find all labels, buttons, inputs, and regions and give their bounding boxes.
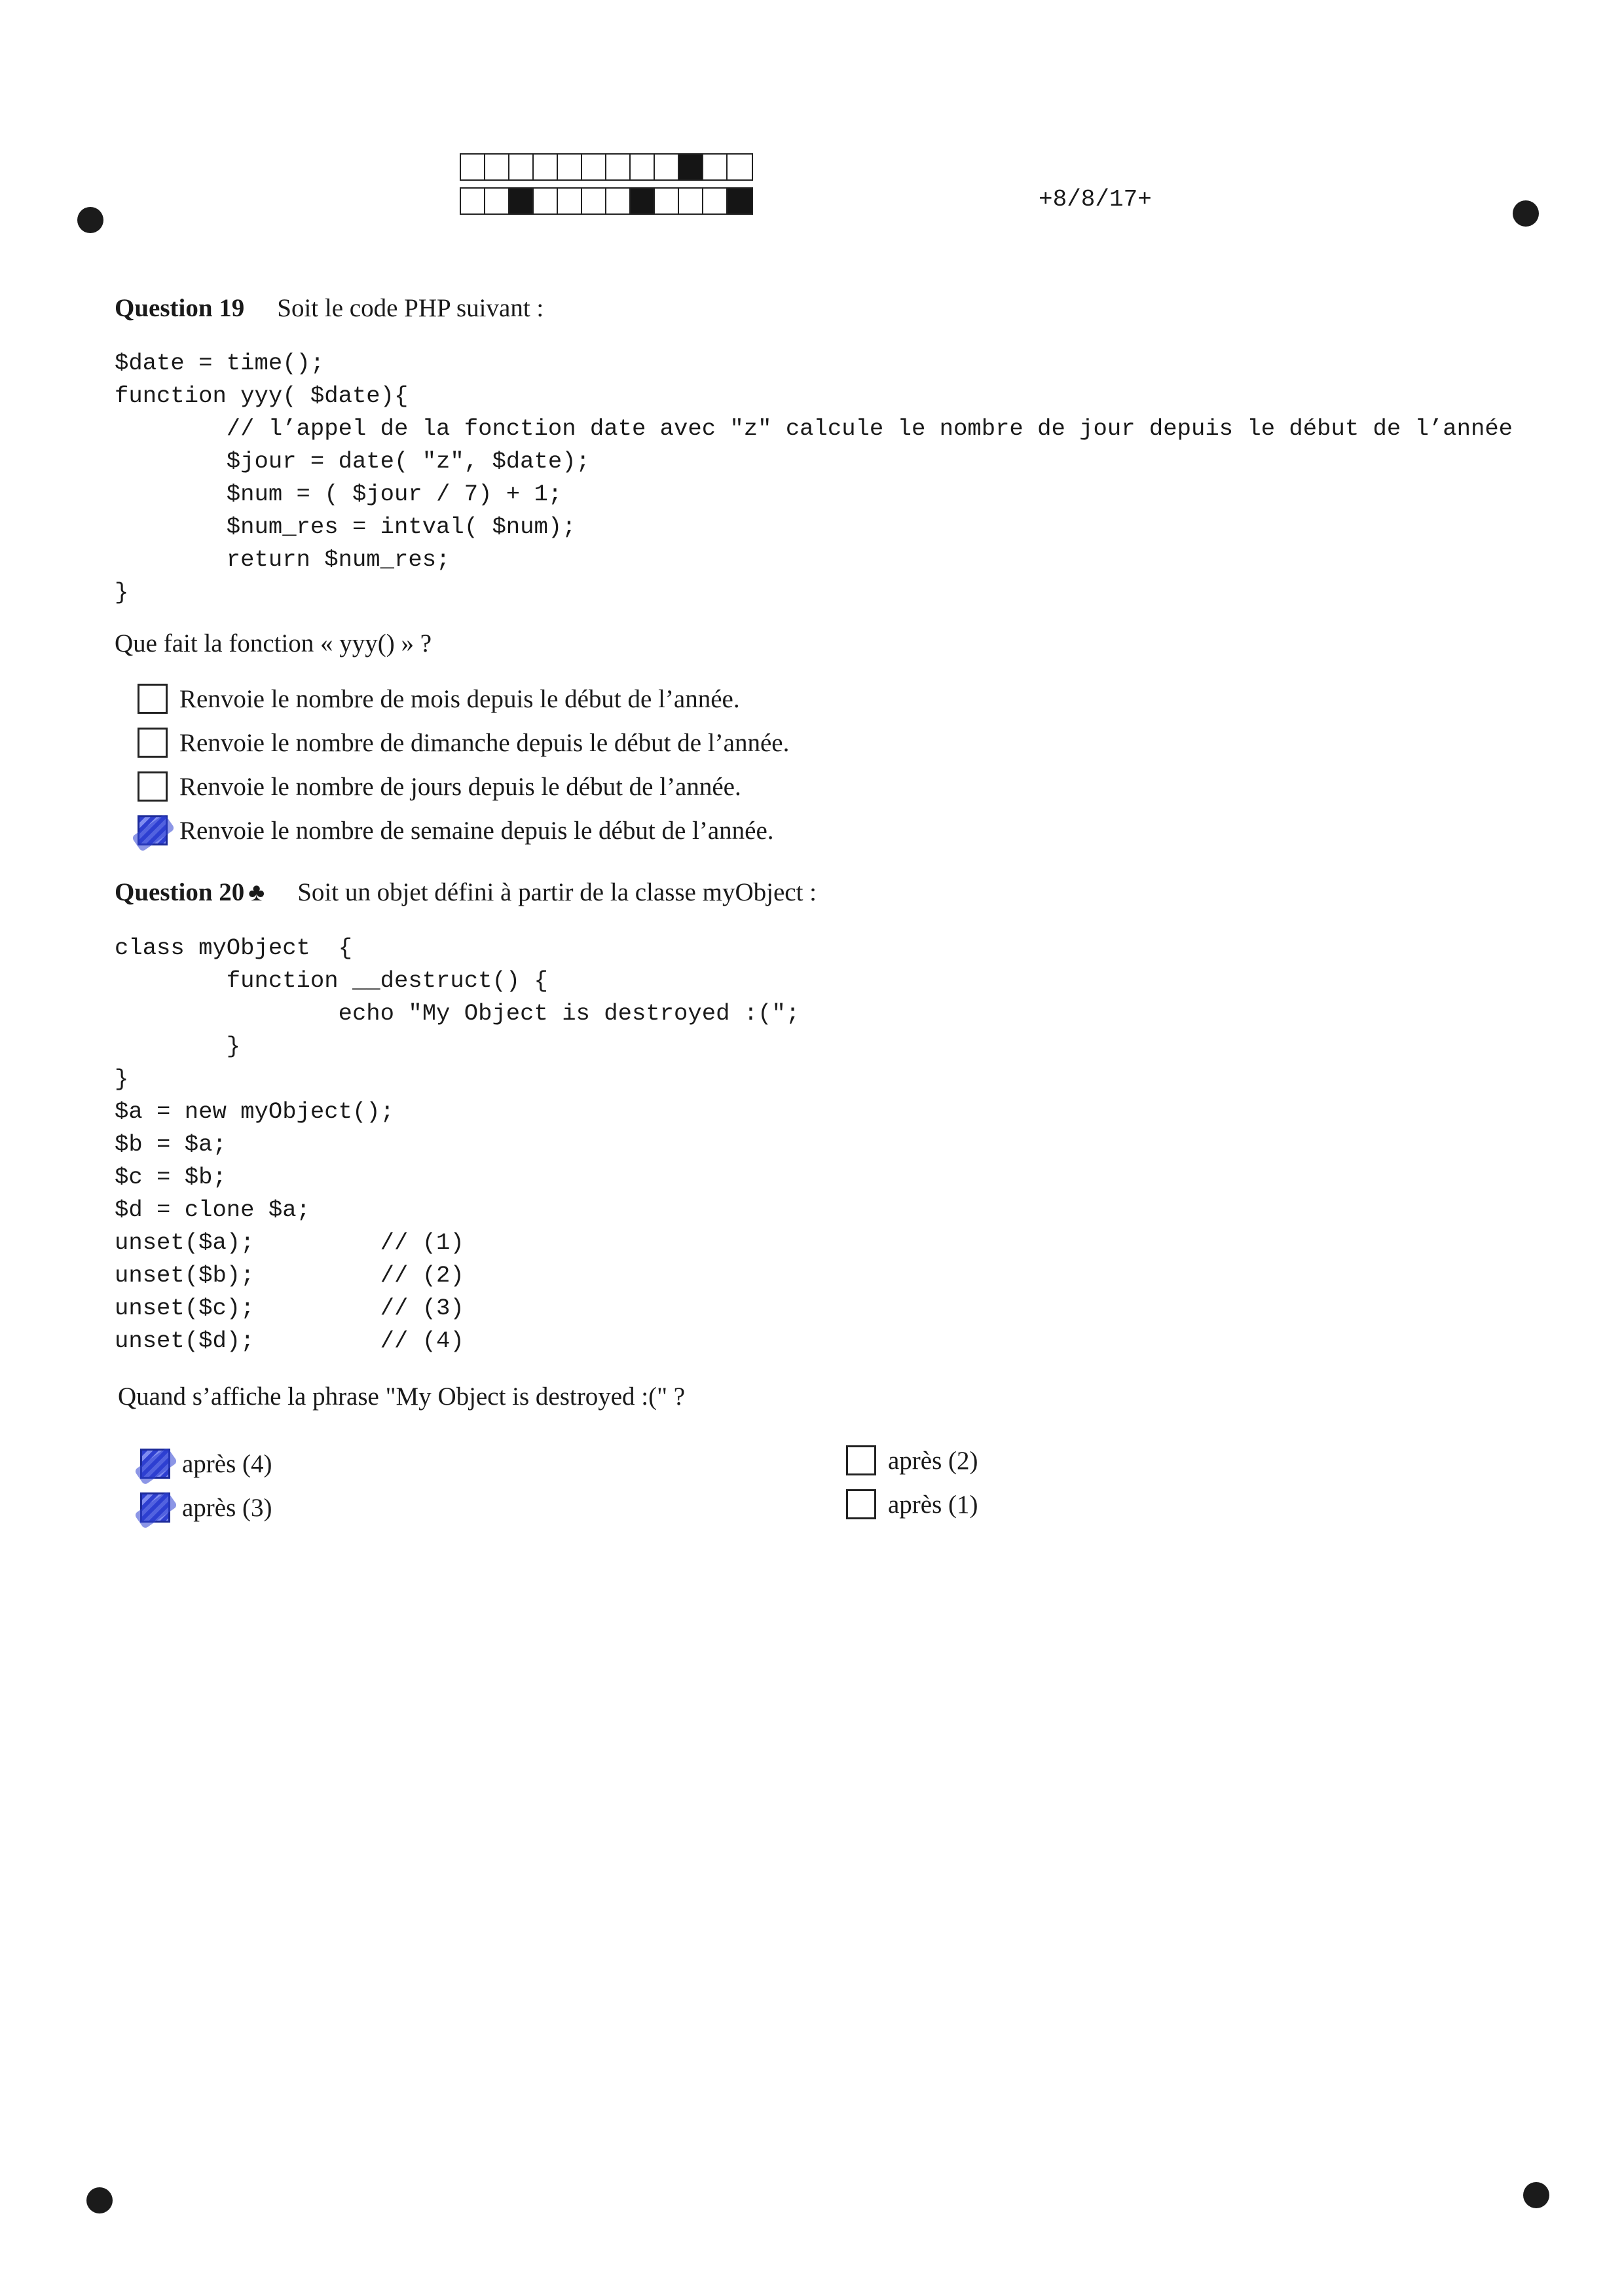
code-line: $date = time();	[115, 350, 325, 377]
question-19-text: Soit le code PHP suivant :	[277, 294, 544, 322]
checkbox[interactable]	[846, 1489, 876, 1519]
page-code: +8/8/17+	[1039, 186, 1152, 213]
q20-option-3[interactable]	[846, 1444, 978, 1477]
checkbox[interactable]	[140, 1449, 170, 1479]
checkbox[interactable]	[140, 1492, 170, 1523]
question-19-label: Question 19	[115, 294, 245, 322]
barcode-cell	[655, 155, 679, 179]
code-line: unset($a); // (1)	[115, 1229, 464, 1256]
code-line: unset($c); // (3)	[115, 1295, 464, 1322]
barcode-cell	[461, 189, 485, 213]
registration-mark-bottom-right	[1523, 2182, 1549, 2208]
code-line: }	[115, 579, 129, 606]
barcode-cell	[558, 189, 582, 213]
code-line: echo "My Object is destroyed :(";	[115, 1000, 800, 1027]
q19-option-4[interactable]	[138, 814, 774, 847]
registration-mark-top-right	[1513, 200, 1539, 227]
option-label: après (1)	[888, 1490, 978, 1519]
question-20-label-text: Question 20	[115, 878, 245, 906]
code-line: unset($d); // (4)	[115, 1327, 464, 1354]
option-label: après (4)	[182, 1449, 272, 1478]
question-19-code	[115, 347, 1513, 609]
barcode-cell	[703, 155, 728, 179]
barcode-row-2	[460, 187, 753, 215]
code-line: $c = $b;	[115, 1164, 227, 1191]
code-line: $num_res = intval( $num);	[115, 513, 576, 540]
barcode-cell	[728, 155, 752, 179]
registration-mark-bottom-left	[86, 2187, 113, 2213]
checkbox[interactable]	[138, 815, 168, 845]
barcode-cell	[606, 155, 631, 179]
barcode-cell	[606, 189, 631, 213]
barcode-cell	[582, 155, 606, 179]
barcode-cell	[509, 189, 534, 213]
code-line: $jour = date( "z", $date);	[115, 448, 590, 475]
barcode-cell	[679, 155, 703, 179]
barcode-cell	[631, 189, 655, 213]
option-label: Renvoie le nombre de mois depuis le début de l’année.	[179, 684, 740, 713]
code-line: }	[115, 1065, 129, 1092]
option-label: après (3)	[182, 1493, 272, 1522]
checkbox[interactable]	[138, 684, 168, 714]
barcode-cell	[582, 189, 606, 213]
code-line: class myObject {	[115, 935, 352, 961]
option-label: Renvoie le nombre de jours depuis le début de l’année.	[179, 772, 741, 801]
barcode-cell	[485, 189, 509, 213]
option-label: après (2)	[888, 1446, 978, 1475]
barcode-cell	[703, 189, 728, 213]
barcode-cell	[534, 189, 558, 213]
q19-option-2[interactable]	[138, 726, 789, 759]
code-line: function yyy( $date){	[115, 382, 409, 409]
barcode-cell	[679, 189, 703, 213]
question-20-title	[115, 878, 817, 907]
barcode-cell	[485, 155, 509, 179]
code-line: }	[115, 1033, 241, 1060]
question-20-label	[115, 878, 271, 906]
question-20-prompt: Quand s’affiche la phrase "My Object is destroyed :(" ?	[118, 1382, 686, 1411]
q19-option-1[interactable]	[138, 682, 740, 715]
barcode-cell	[534, 155, 558, 179]
barcode-cell	[461, 155, 485, 179]
option-label: Renvoie le nombre de dimanche depuis le début de l’année.	[179, 728, 790, 757]
checkbox[interactable]	[138, 771, 168, 802]
code-line: $num = ( $jour / 7) + 1;	[115, 481, 563, 508]
q19-option-3[interactable]	[138, 770, 741, 803]
code-line: unset($b); // (2)	[115, 1262, 464, 1289]
club-icon: ♣	[248, 879, 265, 906]
barcode-cell	[558, 155, 582, 179]
question-19-prompt: Que fait la fonction « yyy() » ?	[115, 629, 432, 657]
code-line: $d = clone $a;	[115, 1196, 310, 1223]
barcode-row-1	[460, 153, 753, 181]
question-20-text: Soit un objet défini à partir de la classe myObject :	[297, 878, 817, 906]
code-line: $b = $a;	[115, 1131, 227, 1158]
barcode-cell	[728, 189, 752, 213]
question-19-title	[115, 293, 544, 323]
q20-option-2[interactable]	[140, 1491, 272, 1524]
code-line: $a = new myObject();	[115, 1098, 395, 1125]
q20-option-4[interactable]	[846, 1488, 978, 1521]
checkbox[interactable]	[138, 728, 168, 758]
code-line: function __destruct() {	[115, 967, 548, 994]
barcode-cell	[509, 155, 534, 179]
barcode-cell	[631, 155, 655, 179]
code-line: // l’appel de la fonction date avec "z" calcule le nombre de jour depuis le début de l’année	[115, 415, 1513, 442]
registration-mark-top-left	[77, 207, 103, 233]
checkbox[interactable]	[846, 1445, 876, 1475]
option-label: Renvoie le nombre de semaine depuis le début de l’année.	[179, 816, 774, 845]
question-20-code	[115, 932, 800, 1358]
q20-option-1[interactable]	[140, 1447, 272, 1480]
barcode-cell	[655, 189, 679, 213]
code-line: return $num_res;	[115, 546, 451, 573]
